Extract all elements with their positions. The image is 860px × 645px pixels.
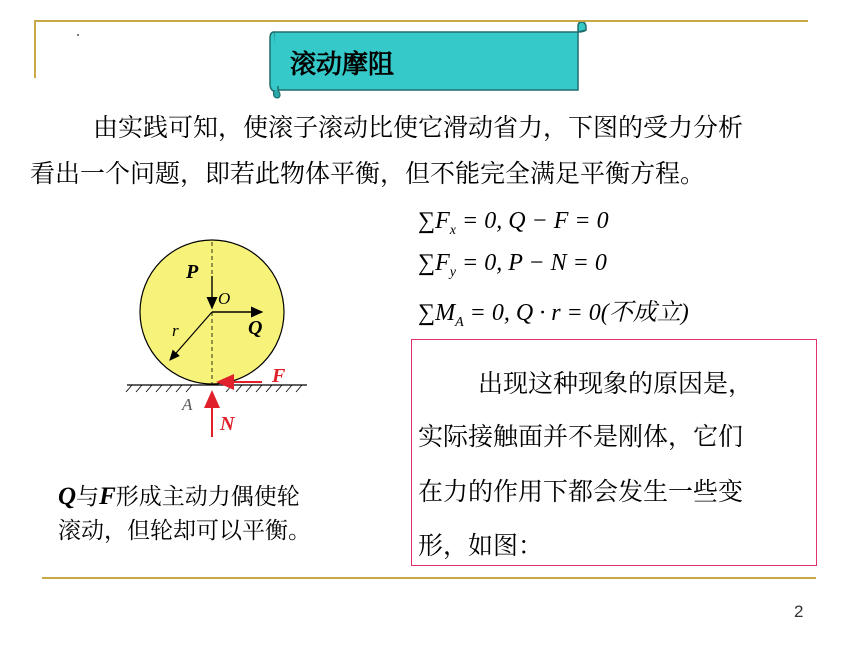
- equation-sum-fy: $\sum F_y = 0$, P − N = 0: [418, 250, 607, 280]
- label-r: r: [172, 321, 179, 340]
- caption-f: F: [99, 483, 116, 510]
- label-o: O: [218, 289, 231, 308]
- equation-sum-fx: $\sum F_x = 0$, Q − F = 0: [418, 208, 609, 238]
- left-border-line: [34, 20, 36, 78]
- box-line-4: 形，如图：: [418, 531, 544, 560]
- sum-symbol: ∑: [418, 250, 436, 276]
- decor-dot: [77, 34, 79, 36]
- label-a: A: [182, 395, 193, 414]
- sum-symbol: ∑: [418, 208, 436, 234]
- label-q: Q: [248, 317, 263, 339]
- intro-line-2: 看出一个问题，即若此物体平衡，但不能完全满足平衡方程。: [30, 159, 706, 188]
- box-line-3: 在力的作用下都会发生一些变: [418, 477, 744, 506]
- box-line-2: 实际接触面并不是刚体，它们: [418, 422, 744, 451]
- figure-caption: [58, 480, 300, 514]
- page-number: 2: [794, 602, 804, 621]
- rolling-wheel-figure: [122, 232, 322, 442]
- equation-1-text: = 0, Q − F = 0: [462, 208, 609, 234]
- page-title: 滚动摩阻: [290, 50, 395, 80]
- caption-q: Q: [58, 483, 77, 510]
- equation-2-text: = 0, P − N = 0: [462, 250, 607, 276]
- box-line-1: 出现这种现象的原因是，: [478, 369, 754, 398]
- sum-symbol: ∑: [418, 300, 436, 326]
- label-n: N: [220, 413, 235, 435]
- label-f: F: [272, 365, 286, 387]
- equation-sum-ma: $\sum M_A = 0$, Q · r = 0(不成立): [418, 300, 689, 330]
- figure-caption-line-2: 滚动，但轮却可以平衡。: [58, 518, 311, 544]
- caption-rest: 形成主动力偶使轮: [115, 484, 300, 510]
- equation-3-text: = 0, Q · r = 0(不成立): [469, 300, 689, 326]
- bottom-border-line: [42, 577, 816, 579]
- intro-line-1: 由实践可知，使滚子滚动比使它滑动省力，下图的受力分析: [93, 113, 744, 142]
- label-p: P: [186, 261, 199, 283]
- caption-mid: 与: [76, 484, 100, 510]
